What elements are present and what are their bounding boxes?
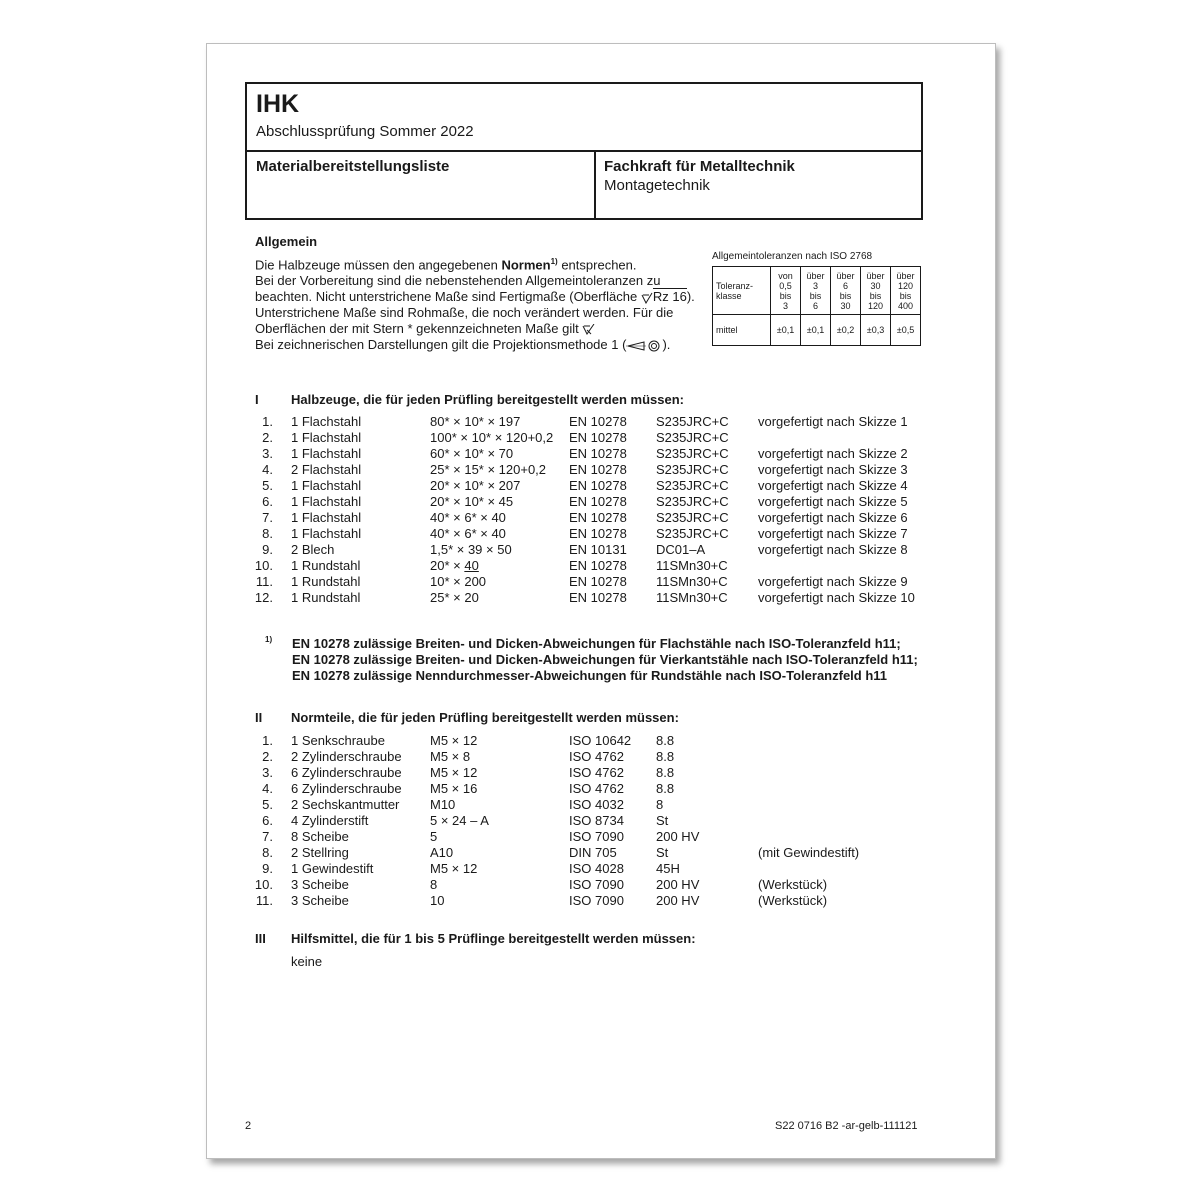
tolerance-col-header (771, 267, 801, 315)
header-top (247, 84, 921, 152)
row-material: 11SMn30+C (656, 558, 728, 573)
row-dimension: 20* × 10* × 45 (430, 494, 514, 509)
footnote-mark: 1) (265, 635, 273, 644)
row-number: 10. (254, 558, 273, 573)
row-number: 11. (255, 893, 273, 908)
row-dimension: 10 (430, 893, 445, 908)
table-row (207, 893, 995, 909)
row-dimension: 80* × 10* × 197 (430, 414, 521, 429)
row-dimension: 1,5* × 39 × 50 (430, 542, 512, 557)
row-number: 1. (262, 414, 273, 429)
row-number: 9. (262, 542, 273, 557)
row-item: 1 Rundstahl (291, 574, 361, 589)
row-norm: EN 10278 (569, 414, 627, 429)
table-row (207, 797, 995, 813)
row-item: 1 Flachstahl (291, 494, 362, 509)
tolerance-caption: Allgemeintoleranzen nach ISO 2768 (712, 251, 873, 262)
profession-title: Fachkraft für Metalltechnik (604, 158, 795, 175)
row-item: 8 Scheibe (291, 829, 349, 844)
cell-line: über (806, 270, 825, 281)
row-number: 2. (262, 749, 273, 764)
org-title: IHK (256, 90, 300, 118)
surface-finish-icon (641, 292, 653, 304)
row-dimension: M5 × 16 (430, 781, 478, 796)
row-item: 6 Zylinderschraube (291, 765, 402, 780)
row-norm: EN 10278 (569, 574, 627, 589)
row-material: S235JRC+C (656, 462, 729, 477)
row-material: S235JRC+C (656, 430, 729, 445)
cell-line: 400 (897, 300, 914, 311)
header-left-cell (247, 152, 596, 218)
surface-rz-value: Rz 16 (652, 289, 687, 305)
row-number: 5. (262, 797, 273, 812)
row-material: DC01–A (656, 542, 706, 557)
cell-line: 6 (842, 280, 848, 291)
row-norm: ISO 7090 (569, 829, 624, 844)
row-material: S235JRC+C (656, 478, 729, 493)
section-1-title: Halbzeuge, die für jeden Prüfling bereitgestellt werden müssen: (291, 392, 684, 407)
row-material: 8.8 (656, 749, 675, 764)
general-line-2: Bei der Vorbereitung sind die nebenstehenden Allgemeintoleranzen zu (255, 273, 661, 289)
row-number: 1. (262, 733, 273, 748)
document-code: S22 0716 B2 -ar-gelb-111121 (775, 1120, 918, 1132)
surface-symbol-icon (582, 324, 596, 336)
section-3-number: III (255, 931, 266, 946)
row-dimension: 25* × 15* × 120+0,2 (430, 462, 547, 477)
row-number: 2. (262, 430, 273, 445)
row-norm: EN 10278 (569, 558, 627, 573)
row-note: vorgefertigt nach Skizze 4 (758, 478, 908, 493)
row-dimension: 5 × 24 – A (430, 813, 489, 828)
row-item: 1 Rundstahl (291, 558, 361, 573)
cell-line: bis (869, 290, 882, 301)
row-item: 3 Scheibe (291, 877, 349, 892)
text: Oberflächen der mit Stern * gekennzeichneten Maße gilt (255, 321, 583, 337)
table-row (207, 590, 995, 606)
row-dimension: 5 (430, 829, 438, 844)
row-number: 9. (262, 861, 273, 876)
row-dimension (430, 558, 479, 574)
row-number: 6. (262, 813, 273, 828)
cell-line: 120 (897, 280, 914, 291)
row-material: S235JRC+C (656, 526, 729, 541)
page-number: 2 (245, 1120, 252, 1132)
row-material: St (656, 845, 669, 860)
tolerance-col-header (801, 267, 831, 315)
cell-line: 120 (867, 300, 884, 311)
table-row (207, 494, 995, 510)
text: entsprechen. (557, 257, 637, 273)
cell-line: bis (809, 290, 822, 301)
general-paragraph (255, 254, 695, 353)
table-row (207, 574, 995, 590)
cell-line: 3 (782, 300, 788, 311)
text: Bei zeichnerischen Darstellungen gilt die Projektionsmethode 1 ( (255, 337, 627, 353)
label-line: Toleranz- (716, 280, 754, 291)
row-norm: EN 10278 (569, 526, 627, 541)
row-note: vorgefertigt nach Skizze 2 (758, 446, 908, 461)
row-material: 200 HV (656, 829, 700, 844)
row-item: 1 Flachstahl (291, 414, 362, 429)
row-item: 1 Gewindestift (291, 861, 374, 876)
row-dimension: M5 × 12 (430, 733, 478, 748)
row-note: vorgefertigt nach Skizze 10 (758, 590, 915, 605)
text: beachten. Nicht unterstrichene Maße sind Fertigmaße (Oberfläche (255, 289, 641, 305)
table-row (207, 829, 995, 845)
general-line-6 (255, 337, 695, 353)
table-row (207, 478, 995, 494)
tolerance-value: ±0,3 (861, 315, 891, 346)
row-item: 1 Flachstahl (291, 510, 362, 525)
tolerance-col-header (891, 267, 921, 315)
row-material: 8.8 (656, 733, 675, 748)
row-item: 4 Zylinderstift (291, 813, 369, 828)
footnote-line-2: EN 10278 zulässige Breiten- und Dicken-Abweichungen für Vierkantstähle nach ISO-Toleranzfeld h11; (292, 652, 918, 667)
row-material: S235JRC+C (656, 494, 729, 509)
section-2-number: II (255, 710, 263, 725)
row-number: 4. (262, 781, 273, 796)
dimension-part: 20* × (430, 558, 465, 573)
table-row (207, 446, 995, 462)
tolerance-value: ±0,2 (831, 315, 861, 346)
tolerance-col-header (861, 267, 891, 315)
tolerance-value: ±0,1 (771, 315, 801, 346)
table-row (207, 765, 995, 781)
row-item: 1 Flachstahl (291, 526, 362, 541)
row-norm: EN 10278 (569, 590, 627, 605)
tolerance-row-label (713, 267, 771, 315)
row-number: 5. (262, 478, 273, 493)
row-item: 2 Blech (291, 542, 335, 557)
row-norm: ISO 8734 (569, 813, 624, 828)
row-norm: EN 10278 (569, 494, 627, 509)
row-item: 6 Zylinderschraube (291, 781, 402, 796)
row-dimension: 100* × 10* × 120+0,2 (430, 430, 554, 445)
row-material: S235JRC+C (656, 510, 729, 525)
row-item: 1 Flachstahl (291, 430, 362, 445)
tolerance-value: ±0,1 (801, 315, 831, 346)
row-norm: ISO 7090 (569, 877, 624, 892)
row-material: 200 HV (656, 893, 700, 908)
text: ). (662, 337, 671, 353)
general-line-3 (255, 289, 695, 305)
cell-line: 30 (840, 300, 851, 311)
cell-line: über (836, 270, 855, 281)
cell-line: bis (899, 290, 912, 301)
row-note: (Werkstück) (758, 893, 828, 908)
row-material: 11SMn30+C (656, 574, 728, 589)
row-dimension: 40* × 6* × 40 (430, 510, 506, 525)
row-norm: EN 10131 (569, 542, 627, 557)
row-norm: EN 10278 (569, 510, 627, 525)
cell-line: über (896, 270, 915, 281)
document-page (206, 43, 996, 1159)
row-dimension: 10* × 200 (430, 574, 487, 589)
table-row (207, 845, 995, 861)
row-note: (mit Gewindestift) (758, 845, 860, 860)
cell-line: 30 (870, 280, 881, 291)
row-dimension: M10 (430, 797, 456, 812)
row-norm: ISO 7090 (569, 893, 624, 908)
section-1-number: I (255, 392, 259, 407)
table-row (207, 414, 995, 430)
row-item: 2 Sechskantmutter (291, 797, 400, 812)
row-item: 2 Flachstahl (291, 462, 362, 477)
row-dimension: 60* × 10* × 70 (430, 446, 514, 461)
row-dimension: A10 (430, 845, 454, 860)
row-number: 10. (254, 877, 273, 892)
row-norm: ISO 4762 (569, 749, 624, 764)
row-item: 1 Senkschraube (291, 733, 385, 748)
row-dimension: M5 × 12 (430, 765, 478, 780)
cell-line: 3 (812, 280, 818, 291)
row-material: 8.8 (656, 781, 675, 796)
cell-line: 6 (812, 300, 818, 311)
row-norm: ISO 4028 (569, 861, 624, 876)
cell-line: von (778, 270, 793, 281)
general-line-4: Unterstrichene Maße sind Rohmaße, die noch verändert werden. Für die (255, 305, 674, 321)
row-dimension: M5 × 12 (430, 861, 478, 876)
table-row (207, 526, 995, 542)
row-item: 1 Flachstahl (291, 446, 362, 461)
section-2-title: Normteile, die für jeden Prüfling bereitgestellt werden müssen: (291, 710, 679, 725)
specialty-title: Montagetechnik (604, 177, 710, 194)
row-number: 12. (254, 590, 273, 605)
normen-label: Normen (501, 257, 551, 273)
tolerance-value: ±0,5 (891, 315, 921, 346)
table-row (207, 749, 995, 765)
table-row (207, 877, 995, 893)
label-line: klasse (716, 290, 742, 301)
row-note: vorgefertigt nach Skizze 8 (758, 542, 908, 557)
footnote-line-3: EN 10278 zulässige Nenndurchmesser-Abweichungen für Rundstähle nach ISO-Toleranzfeld h11 (292, 668, 888, 683)
row-dimension: M5 × 8 (430, 749, 471, 764)
row-note: vorgefertigt nach Skizze 6 (758, 510, 908, 525)
row-material: St (656, 813, 669, 828)
row-item: 2 Zylinderschraube (291, 749, 402, 764)
row-number: 7. (262, 510, 273, 525)
row-norm: EN 10278 (569, 462, 627, 477)
projection-method-icon (626, 340, 662, 352)
row-norm: ISO 10642 (569, 733, 632, 748)
text: ). (686, 289, 695, 305)
tolerance-table (712, 266, 921, 346)
row-norm: ISO 4032 (569, 797, 624, 812)
cell-line: über (866, 270, 885, 281)
row-note: vorgefertigt nach Skizze 7 (758, 526, 908, 541)
general-line-5 (255, 321, 695, 337)
row-note: vorgefertigt nach Skizze 1 (758, 414, 908, 429)
row-norm: ISO 4762 (569, 781, 624, 796)
row-material: S235JRC+C (656, 446, 729, 461)
cell-line: bis (779, 290, 792, 301)
table-row (207, 462, 995, 478)
cell-line: bis (839, 290, 852, 301)
row-material: 200 HV (656, 877, 700, 892)
table-row (207, 733, 995, 749)
text: Die Halbzeuge müssen den angegebenen (255, 257, 502, 273)
row-material: 8 (656, 797, 664, 812)
row-number: 3. (262, 446, 273, 461)
row-number: 6. (262, 494, 273, 509)
row-item: 2 Stellring (291, 845, 349, 860)
footnote-ref: 1) (550, 257, 558, 266)
exam-title: Abschlussprüfung Sommer 2022 (256, 123, 474, 140)
row-item: 1 Rundstahl (291, 590, 361, 605)
table-row (207, 781, 995, 797)
row-note: vorgefertigt nach Skizze 9 (758, 574, 908, 589)
table-row (207, 542, 995, 558)
row-number: 7. (262, 829, 273, 844)
row-norm: EN 10278 (569, 478, 627, 493)
row-note: vorgefertigt nach Skizze 5 (758, 494, 908, 509)
doc-title: Materialbereitstellungsliste (256, 158, 450, 175)
row-dimension: 8 (430, 877, 438, 892)
row-number: 8. (262, 526, 273, 541)
table-row (207, 510, 995, 526)
tolerance-col-header (831, 267, 861, 315)
tolerance-class: mittel (713, 315, 771, 346)
row-number: 8. (262, 845, 273, 860)
row-material: 45H (656, 861, 680, 876)
row-number: 4. (262, 462, 273, 477)
row-material: S235JRC+C (656, 414, 729, 429)
row-material: 8.8 (656, 765, 675, 780)
row-norm: ISO 4762 (569, 765, 624, 780)
raw-dimension-underlined: 40 (464, 558, 479, 573)
row-dimension: 40* × 6* × 40 (430, 526, 506, 541)
table-row (207, 813, 995, 829)
row-material: 11SMn30+C (656, 590, 728, 605)
row-dimension: 20* × 10* × 207 (430, 478, 521, 493)
row-dimension: 25* × 20 (430, 590, 479, 605)
header-box (245, 82, 923, 220)
section-3-title: Hilfsmittel, die für 1 bis 5 Prüflinge bereitgestellt werden müssen: (291, 931, 696, 946)
table-row (207, 558, 995, 574)
row-item: 3 Scheibe (291, 893, 349, 908)
table-row (207, 430, 995, 446)
row-number: 11. (255, 574, 273, 589)
footnote-line-1: EN 10278 zulässige Breiten- und Dicken-Abweichungen für Flachstähle nach ISO-Toleranzfeld h11; (292, 636, 901, 651)
row-note: (Werkstück) (758, 877, 828, 892)
cell-line: 0,5 (779, 280, 792, 291)
general-line-1 (255, 254, 695, 273)
row-item: 1 Flachstahl (291, 478, 362, 493)
row-number: 3. (262, 765, 273, 780)
row-note: vorgefertigt nach Skizze 3 (758, 462, 908, 477)
table-row (207, 861, 995, 877)
row-norm: DIN 705 (569, 845, 617, 860)
row-norm: EN 10278 (569, 430, 627, 445)
section-3-content: keine (291, 954, 323, 969)
general-heading: Allgemein (255, 234, 318, 249)
row-norm: EN 10278 (569, 446, 627, 461)
